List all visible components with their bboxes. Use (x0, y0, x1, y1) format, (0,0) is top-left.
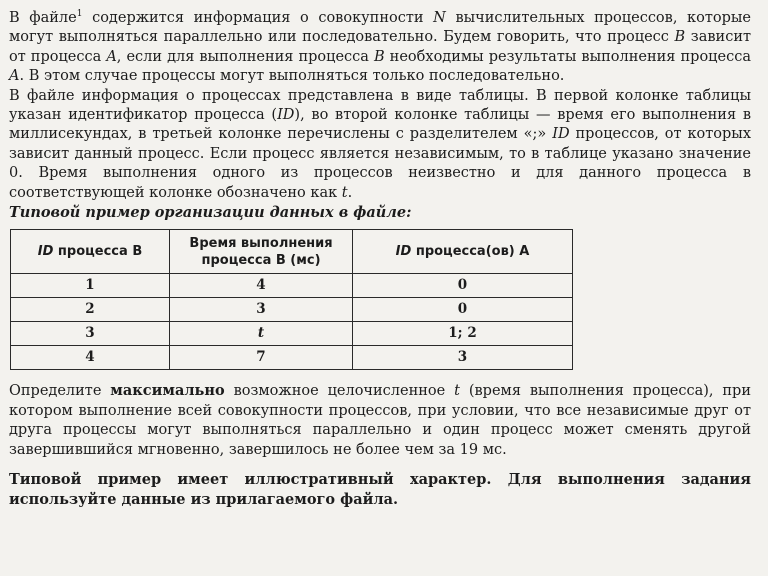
cell-time: 4 (170, 274, 353, 298)
var-a: A (9, 68, 20, 85)
header-text: процесса B (53, 244, 143, 260)
header-text: процесса(ов) A (411, 244, 530, 260)
var-b: B (674, 29, 686, 46)
header-dependencies (353, 230, 573, 274)
header-id-text: ID (395, 244, 412, 260)
var-id: ID (277, 107, 295, 124)
text-fragment: Определите (9, 383, 111, 400)
var-b: B (373, 48, 385, 65)
header-text: Время выполнения (189, 235, 333, 251)
text-fragment: возможное целочисленное (224, 383, 455, 400)
cell-id: 1 (11, 274, 170, 298)
text-fragment: В файле (9, 10, 77, 26)
table-header-row (11, 230, 573, 274)
cell-id: 2 (11, 298, 170, 322)
paragraph-question (9, 381, 751, 460)
text-fragment: процессов, от которых зависит данный процесс. Если процесс является независимым, то в таблице указано значение 0. Время выполнения одного из процессов неизвестно и для данного процесса в соответствующей колонке обозначено как (9, 126, 752, 201)
paragraph-note: Типовой пример имеет иллюстративный характер. Для выполнения задания используйте данные из прилагаемого файла. (9, 471, 751, 508)
text-fragment: необходимы результаты выполнения процесса (384, 48, 751, 65)
text-fragment: зависит от процесса (9, 29, 751, 65)
cell-id: 4 (11, 346, 170, 370)
header-process-id (11, 230, 170, 274)
cell-deps: 3 (353, 346, 573, 370)
var-id: ID (552, 126, 570, 143)
cell-time: 7 (170, 346, 353, 370)
header-text: процесса B (мс) (201, 252, 321, 268)
cell-time: t (170, 322, 353, 346)
text-fragment: вычислительных процессов, которые могут выполняться параллельно или последовательно. Будем говорить, что процесс (9, 10, 751, 46)
cell-deps: 1; 2 (353, 322, 573, 346)
cell-deps: 0 (353, 274, 573, 298)
emphasis-maximum: максимально (110, 382, 225, 400)
footnote-marker: 1 (76, 9, 83, 20)
header-exec-time (170, 230, 353, 274)
cell-deps: 0 (353, 298, 573, 322)
header-id-text: ID (37, 244, 54, 260)
text-fragment: содержится информация о совокупности (82, 10, 434, 26)
table-caption: Типовой пример организации данных в файле: (9, 204, 412, 222)
table-row (11, 322, 573, 346)
cell-id: 3 (11, 322, 170, 346)
text-fragment: , если для выполнения процесса (116, 48, 374, 65)
paragraph-file-format (9, 87, 751, 203)
text-fragment: В файле информация о процессах представлена в виде таблицы. В первой колонке таблицы указан идентификатор процесса ( (9, 87, 751, 124)
process-table (10, 229, 573, 370)
task-page (9, 9, 751, 509)
var-t: t (341, 184, 348, 201)
table-row (11, 346, 573, 370)
text-fragment: . (347, 184, 353, 201)
table-row (11, 298, 573, 322)
cell-time: 3 (170, 298, 353, 322)
table-row (11, 274, 573, 298)
text-fragment: . В этом случае процессы могут выполняться только последовательно. (19, 68, 565, 85)
paragraph-intro (9, 9, 751, 87)
text-fragment: ), во второй колонке таблицы — время его выполнения в миллисекундах, в третьей колонке перечислены с разделителем «;» (9, 107, 751, 143)
var-a: A (106, 48, 117, 65)
var-n: N (433, 10, 446, 26)
text-fragment: (время выполнения процесса), при котором выполнение всей совокупности процессов, при условии, что все независимые друг от друга процессы могут выполняться параллельно и один процесс может сменять другой завершившийся мгновенно, завершилось не более чем за 19 мс. (9, 383, 752, 458)
var-t: t (454, 383, 460, 400)
